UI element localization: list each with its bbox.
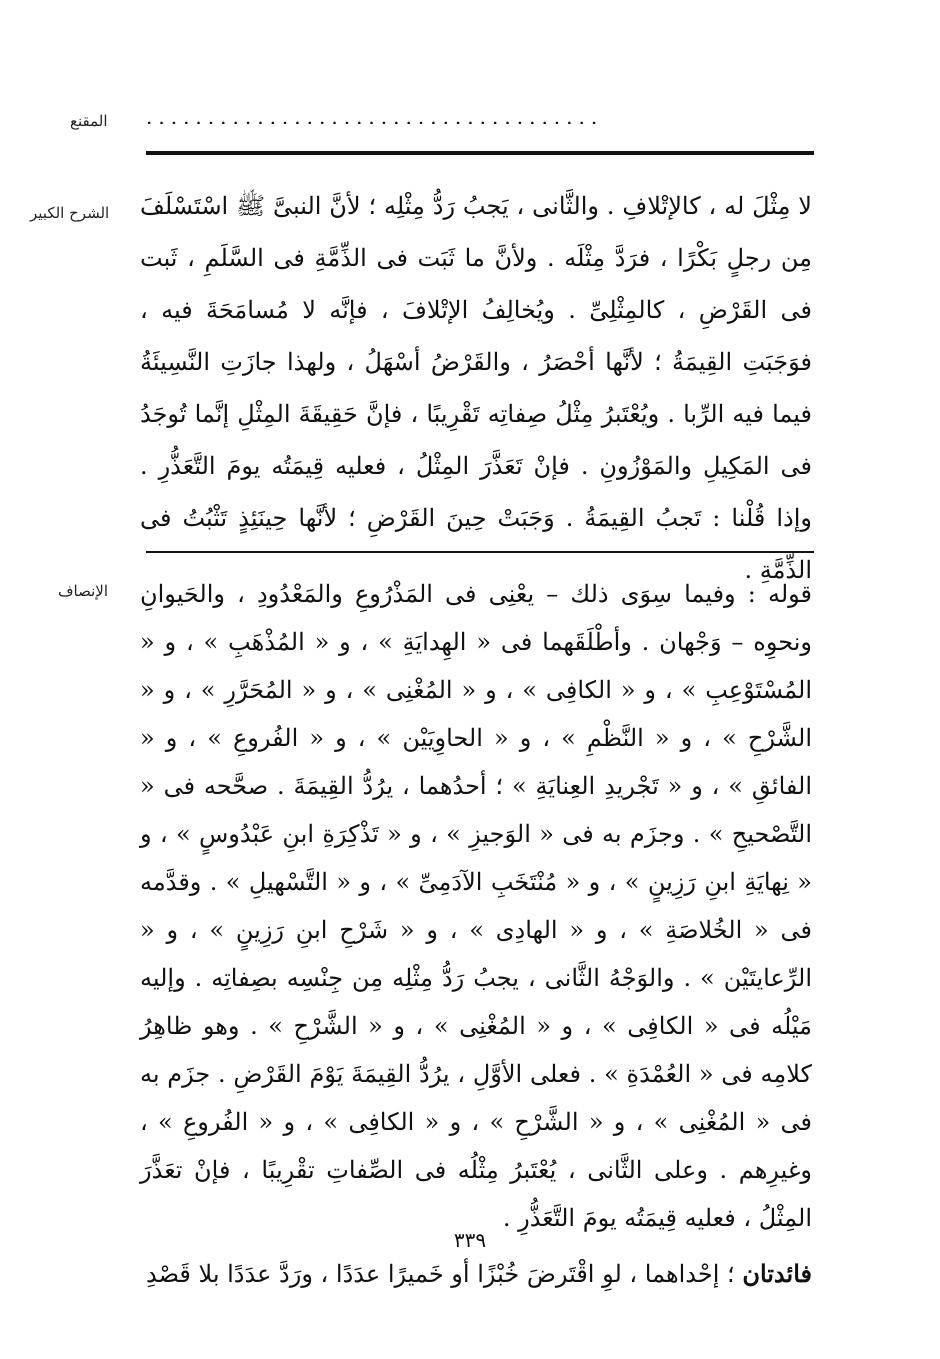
page-number: ٣٣٩	[453, 1228, 487, 1252]
insaf-paragraph: قوله : وفيما سِوَى ذلك – يعْنِى فى المَذْرُوعِ والمَعْدُودِ ، والحَيوانِ ونحوِه – وَجْهان . وأطْلَقَهما فى « الهِدايَةِ » ، و « المُذْهَبِ » ، و « المُسْتَوْعِبِ » ، و « الكافِى » ، و « المُغْنِى » ، و « المُحَرَّرِ » ، و « الشَّرْحِ » ، و « النَّظْمِ » ، و « الحاوِيَيْن » ، و « الفُروعِ » ، و « الفائقِ » ، و « تَجْريدِ العِنايَةِ » ؛ أحدُهما ، يرُدُّ القِيمَةَ . صحَّحه فى « التَّصْحيحِ » . وجزَم به فى « الوَجيزِ » ، و « تَذْكِرَةِ ابنِ عَبْدُوسٍ » ، و « نِهايَةِ ابنِ رَزِينٍ » ، و « مُنْتَخَبِ الآدَمِىِّ » ، و « التَّسْهيلِ » . وقدَّمه فى « الخُلاصَةِ » ، و « الهادِى » ، و « شَرْحِ ابنِ رَزِينٍ » ، و « الرِّعايتَيْن » . والوَجْهُ الثَّانى ، يجبُ رَدُّ مِثْلِه مِن جِنْسِه بصِفاتِه . وإليه مَيْلُه فى « الكافِى » ، و « المُغْنِى » ، و « الشَّرْحِ » . وهو ظاهِرُ كلامِه فى « العُمْدَةِ » . فعلى الأوَّلِ ، يرُدُّ القِيمَةَ يَوْمَ القَرْضِ . جزَم به فى « المُغْنِى » ، و « الشَّرْحِ » ، و « الكافِى » ، و « الفُروعِ » ، وغيرِهم . وعلى الثَّانى ، يُعْتَبرُ مِثْلُه فى الصِّفاتِ تقْرِيبًا ، فإنْ تعَذَّرَ المِثْلُ ، فعليه قِيمَتُه يومَ التَّعَذُّرِ .	[140, 580, 813, 1232]
sharh-side-label: الشرح الكبير	[30, 204, 110, 222]
note-text: ؛ إحْداهما ، لوِ اقْتَرضَ خُبْزًا أو خَميرًا عدَدًا ، ورَدَّ عدَدًا بلا قَصْدِ	[146, 1260, 735, 1288]
insaf-side-label: الإنصاف	[58, 582, 109, 600]
section-divider	[146, 551, 814, 553]
header-rule	[146, 151, 814, 155]
running-title: المقنع	[70, 112, 108, 130]
sharh-text-block	[140, 180, 812, 596]
sharh-paragraph: لا مِثْلَ له ، كالإتْلافِ . والثَّانى ، يَجبُ رَدُّ مِثْلِه ؛ لأنَّ النبىَّ ﷺ اسْتَسْلَفَ مِن رجلٍ بَكْرًا ، فرَدَّ مِثْلَه . ولأنَّ ما ثَبَت فى الذِّمَّةِ فى السَّلَمِ ، ثَبت فى القَرْضِ ، كالمِثْلِىِّ . ويُخالِفُ الإتْلافَ ، فإنَّه لا مُسامَحَةَ فيه ، فوَجَبَتِ القِيمَةُ ؛ لأنَّها أحْصَرُ ، والقَرْضُ أسْهَلُ ، ولهذا جازَتِ النَّسِيئَةُ فيما فيه الرِّبا . ويُعْتَبرُ مِثْلُ صِفاتِه تَقْرِيبًا ، فإنَّ حَقِيقَةَ المِثْلِ إنَّما تُوجَدُ فى المَكِيلِ والمَوْزُونِ . فإنْ تَعَذَّرَ المِثْلُ ، فعليه قِيمَتُه يومَ التَّعَذُّرِ . وإذا قُلْنا : تَجبُ القِيمَةُ . وَجَبَتْ حِينَ القَرْضِ ؛ لأنَّها حِينَئِذٍ تَثْبُتُ فى الذِّمَّةِ .	[140, 192, 813, 584]
note-paragraph	[140, 1250, 812, 1298]
header-dotted-line: .....................................	[146, 110, 604, 124]
note-heading: فائدتان	[742, 1259, 812, 1288]
insaf-text-block	[140, 570, 812, 1298]
